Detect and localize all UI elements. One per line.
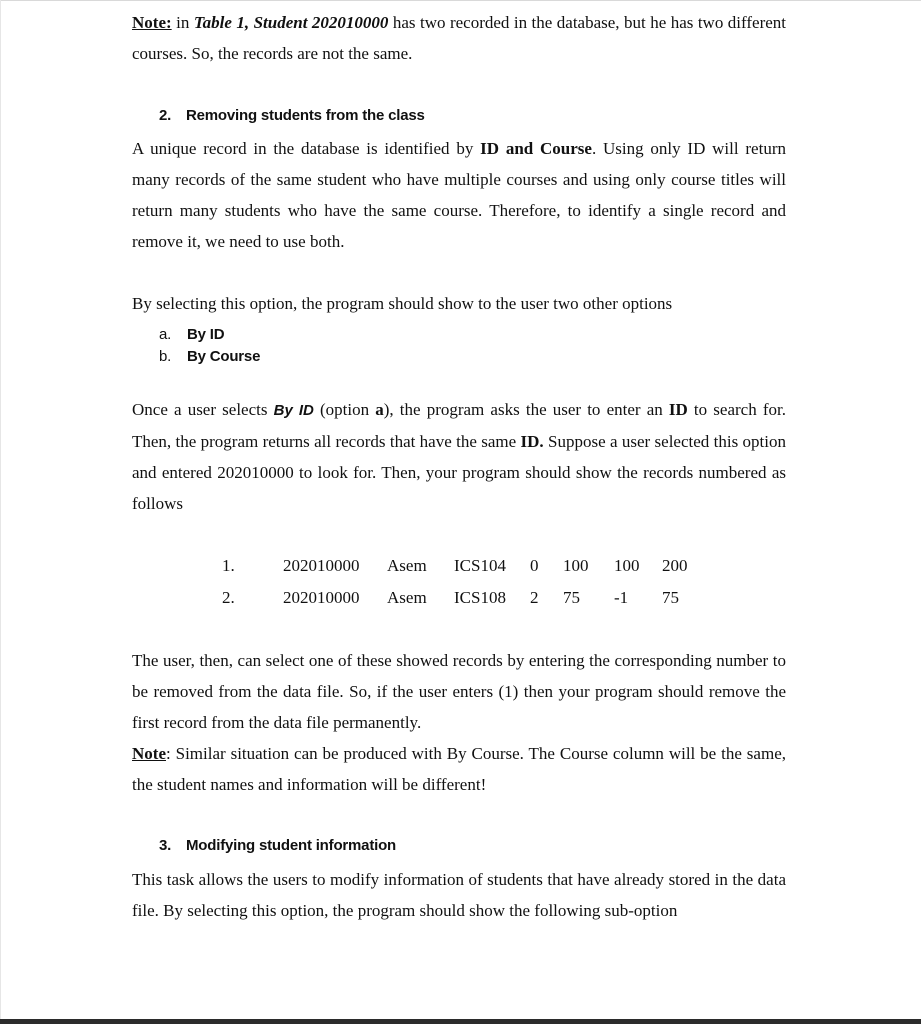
option-letter: a.	[159, 326, 172, 343]
record-field: 0	[530, 556, 539, 575]
text-run: This task allows the users to modify information of students that have already stored in the data file. By selecting this option, the program should show the following sub-option	[132, 870, 786, 920]
text-run: (option	[313, 400, 376, 419]
record-id: 202010000	[283, 588, 360, 607]
record-field: 75	[563, 588, 580, 607]
section-3-heading	[159, 837, 396, 854]
section-2-paragraph-4	[132, 645, 786, 800]
section-3-title: Modifying student information	[186, 837, 397, 854]
section-2-title: Removing students from the class	[186, 107, 425, 124]
record-course: ICS108	[454, 588, 506, 607]
record-name: Asem	[387, 588, 427, 607]
record-course: ICS104	[454, 556, 506, 575]
page-bottom-bar	[0, 1019, 921, 1024]
record-field: 75	[662, 588, 679, 607]
note-text-2: has two recorded in the database, but he has two different courses. So, the records are not the same.	[132, 13, 787, 63]
section-2-heading	[159, 107, 425, 124]
option-by-id	[159, 326, 224, 343]
note-label: Note:	[132, 13, 172, 32]
section-2-paragraph-1	[132, 133, 786, 257]
emphasis-id: ID	[668, 400, 688, 419]
text-run: Suppose a user selected this option and entered 202010000 to look for. Then, your program should show the records numbered as follows	[132, 432, 786, 513]
text-run: . Using only ID will return many records of the same student who have multiple courses and using only course titles will return many students who have the same course. Therefore, to identify a single record and remove it, we need to use both.	[132, 139, 786, 251]
record-name: Asem	[387, 556, 427, 575]
section-2-paragraph-3	[132, 394, 786, 519]
page-top-border	[0, 0, 921, 1]
record-field: -1	[614, 588, 629, 607]
record-field: 100	[614, 556, 640, 575]
page-left-edge	[0, 0, 1, 1019]
emphasis-id-course: ID and Course	[480, 139, 592, 158]
section-3-number: 3.	[159, 837, 172, 854]
text-run: to search for. Then, the program returns all records that have the same	[132, 400, 786, 451]
record-field: 2	[530, 588, 539, 607]
record-row	[0, 588, 921, 612]
record-number: 1.	[222, 556, 235, 575]
text-run: Once a user selects	[132, 400, 274, 419]
section-2-number: 2.	[159, 107, 172, 124]
record-row	[0, 556, 921, 580]
emphasis-id: ID.	[520, 432, 544, 451]
emphasis-a: a	[375, 400, 384, 419]
note-paragraph	[132, 7, 786, 69]
text-run: A unique record in the database is identified by	[132, 139, 481, 158]
section-3-paragraph-1	[132, 864, 786, 926]
record-field: 200	[662, 556, 688, 575]
note-text-1: in	[171, 13, 194, 32]
record-field: 100	[563, 556, 589, 575]
option-label: By Course	[187, 348, 261, 365]
text-run: The user, then, can select one of these showed records by entering the corresponding number to be removed from the data file. So, if the user enters (1) then your program should remove the first record from the data file permanently.	[132, 651, 786, 732]
note-label: Note	[132, 744, 166, 763]
table-reference: Table 1, Student 202010000	[193, 13, 389, 32]
record-number: 2.	[222, 588, 235, 607]
emphasis-by-id: By ID	[273, 402, 314, 419]
text-run: By selecting this option, the program should show to the user two other options	[132, 294, 673, 313]
option-letter: b.	[159, 348, 172, 365]
option-by-course	[159, 348, 260, 365]
text-run: ), the program asks the user to enter an	[383, 400, 669, 419]
text-run: : Similar situation can be produced with By Course. The Course column will be the same, the student names and information will be different!	[132, 744, 786, 794]
record-id: 202010000	[283, 556, 360, 575]
option-label: By ID	[187, 326, 225, 343]
section-2-paragraph-2	[132, 288, 786, 319]
